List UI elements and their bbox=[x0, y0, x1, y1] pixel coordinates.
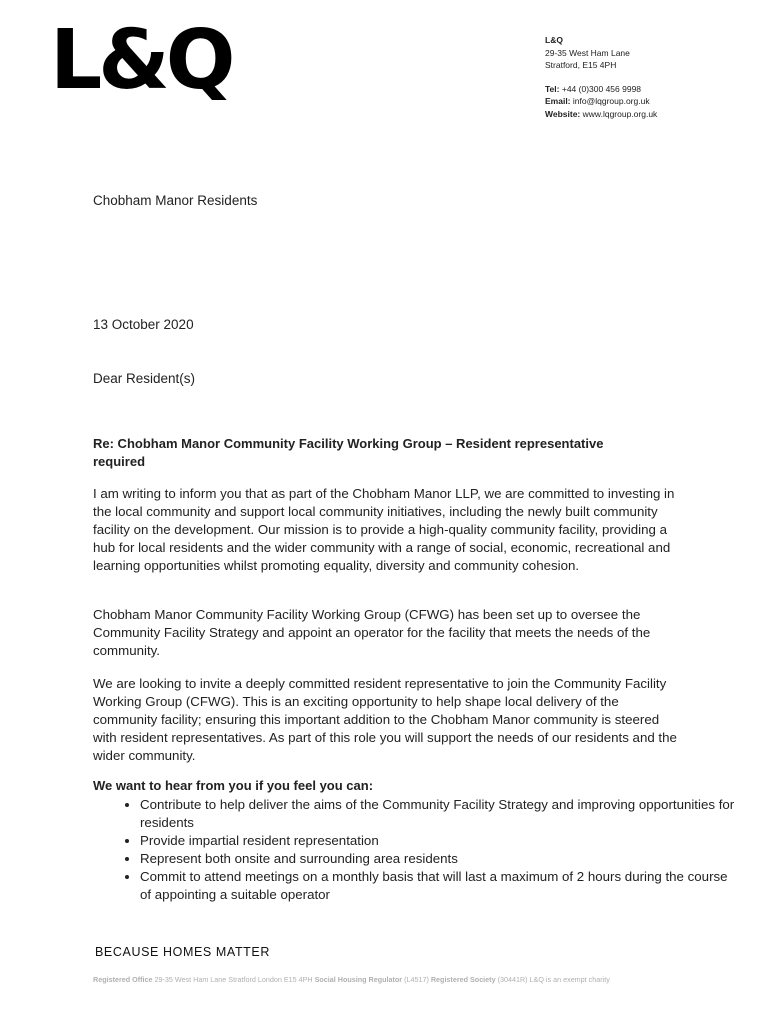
list-item: • Contribute to help deliver the aims of the Community Facility Strategy and improving opportunities for residents bbox=[140, 796, 740, 832]
paragraph: I am writing to inform you that as part of the Chobham Manor LLP, we are committed to investing in the local community and support local community initiatives, including the newly built community facility on the development. Our mission is to provide a high-quality community facility, providing a hub for local residents and the wider community with a range of social, economic, recreational and learning opportunities whilst promoting equality, diversity and community cohesion. bbox=[93, 486, 675, 573]
list-heading: We want to hear from you if you feel you can: bbox=[93, 778, 374, 793]
lq-logo: L&Q bbox=[50, 13, 232, 108]
salutation: Dear Resident(s) bbox=[93, 371, 196, 386]
recipient: Chobham Manor Residents bbox=[93, 193, 258, 208]
list-item: • Commit to attend meetings on a monthly basis that will last a maximum of 2 hours during the course of appointing a suitable operator bbox=[140, 868, 740, 904]
subject-line: Re: Chobham Manor Community Facility Working Group – Resident representative required bbox=[93, 436, 604, 469]
paragraph: Chobham Manor Community Facility Working Group (CFWG) has been set up to oversee the Community Facility Strategy and appoint an operator for the facility that meets the needs of the community. bbox=[93, 607, 651, 658]
footer-registration: Registered Office 29-35 West Ham Lane Stratford London E15 4PH Social Housing Regulator (L4517) Registered Society (30441R) L&Q is an exempt charity bbox=[93, 975, 610, 984]
footer-tagline: BECAUSE HOMES MATTER bbox=[95, 945, 270, 959]
letter-date: 13 October 2020 bbox=[93, 317, 194, 332]
sender-email: Email: info@lqgroup.org.uk bbox=[545, 96, 650, 106]
list-item: • Provide impartial resident representation bbox=[140, 832, 740, 850]
requirements-list bbox=[93, 796, 740, 904]
sender-org-name: L&Q bbox=[545, 35, 563, 45]
sender-tel: Tel: +44 (0)300 456 9998 bbox=[545, 83, 642, 94]
paragraph: We are looking to invite a deeply committed resident representative to join the Community Facility Working Group (CFWG). This is an exciting opportunity to help shape local delivery of the community facility; ensuring this important addition to the Chobham Manor community is steered with resident representatives. As part of this role you will support the needs of our residents and the wider community. bbox=[93, 676, 677, 763]
sender-address-block bbox=[545, 34, 657, 120]
sender-address-line2: Stratford, E15 4PH bbox=[545, 60, 617, 70]
sender-website: Website: www.lqgroup.org.uk bbox=[545, 108, 658, 119]
list-item: • Represent both onsite and surrounding area residents bbox=[140, 850, 740, 868]
sender-address-line1: 29-35 West Ham Lane bbox=[545, 47, 630, 58]
